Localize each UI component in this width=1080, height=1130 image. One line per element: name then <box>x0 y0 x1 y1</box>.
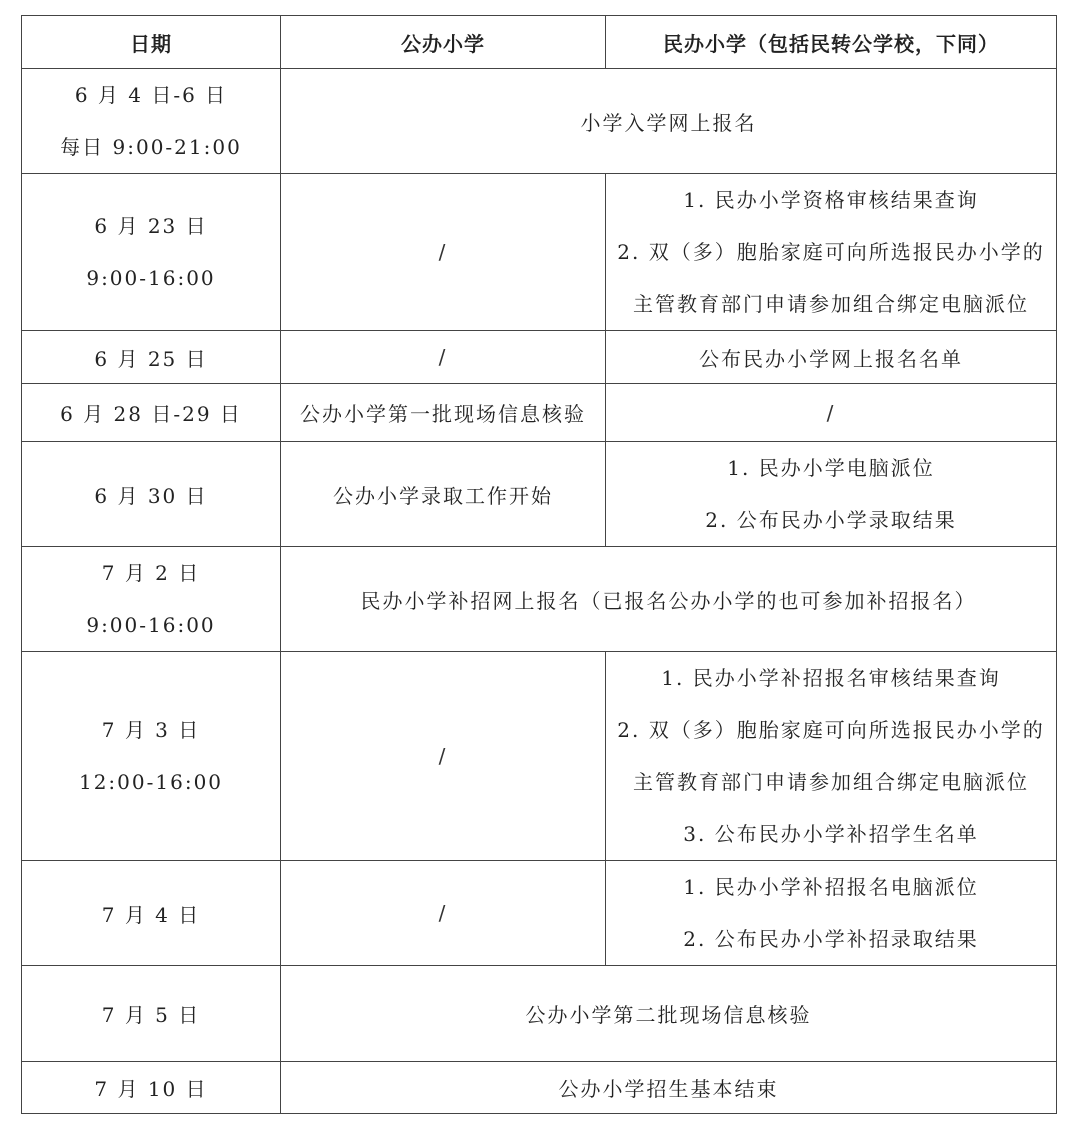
time-line: 9:00-16:00 <box>86 613 216 637</box>
private-cell <box>606 652 1057 861</box>
private-line: 2. 公布民办小学录取结果 <box>705 508 957 532</box>
date-cell <box>22 331 281 384</box>
public-cell: 公办小学录取工作开始 <box>281 442 606 547</box>
date-cell <box>22 384 281 442</box>
header-private-school: 民办小学（包括民转公学校，下同） <box>606 16 1057 69</box>
date-cell <box>22 652 281 861</box>
date-cell <box>22 69 281 174</box>
private-line: 1. 民办小学电脑派位 <box>727 456 935 480</box>
public-cell: 公办小学第一批现场信息核验 <box>281 384 606 442</box>
header-public-school: 公办小学 <box>281 16 606 69</box>
schedule-table <box>21 15 1057 1114</box>
merged-cell: 公办小学招生基本结束 <box>281 1062 1057 1114</box>
public-cell: / <box>281 861 606 966</box>
table-row <box>22 861 1057 966</box>
date-line: 7 月 10 日 <box>94 1077 208 1101</box>
private-line: 2. 双（多）胞胎家庭可向所选报民办小学的 <box>617 718 1045 742</box>
table-row <box>22 652 1057 861</box>
date-cell <box>22 966 281 1062</box>
private-line: / <box>826 400 836 425</box>
table-row <box>22 442 1057 547</box>
date-cell <box>22 174 281 331</box>
public-cell: / <box>281 331 606 384</box>
private-cell <box>606 384 1057 442</box>
date-line: 6 月 30 日 <box>94 483 208 508</box>
private-line: 2. 公布民办小学补招录取结果 <box>683 927 979 951</box>
table-row <box>22 966 1057 1062</box>
table-row <box>22 174 1057 331</box>
date-cell <box>22 861 281 966</box>
private-line: 主管教育部门申请参加组合绑定电脑派位 <box>633 770 1029 794</box>
merged-cell: 民办小学补招网上报名（已报名公办小学的也可参加补招报名） <box>281 547 1057 652</box>
date-line: 7 月 3 日 <box>101 718 201 742</box>
table-row <box>22 331 1057 384</box>
table-row <box>22 547 1057 652</box>
public-cell: / <box>281 174 606 331</box>
private-cell <box>606 442 1057 547</box>
time-line: 12:00-16:00 <box>78 770 224 794</box>
date-cell <box>22 442 281 547</box>
private-cell <box>606 174 1057 331</box>
merged-cell: 小学入学网上报名 <box>281 69 1057 174</box>
header-date: 日期 <box>22 16 281 69</box>
private-line: 公布民办小学网上报名名单 <box>699 346 963 371</box>
private-cell <box>606 331 1057 384</box>
private-line: 1. 民办小学资格审核结果查询 <box>683 188 979 212</box>
private-line: 1. 民办小学补招报名审核结果查询 <box>661 666 1001 690</box>
table-row <box>22 384 1057 442</box>
date-cell <box>22 1062 281 1114</box>
private-cell <box>606 861 1057 966</box>
date-line: 6 月 23 日 <box>94 214 208 238</box>
table-row <box>22 69 1057 174</box>
table-header-row <box>22 16 1057 69</box>
date-cell <box>22 547 281 652</box>
date-line: 6 月 25 日 <box>94 346 208 371</box>
time-line: 每日 9:00-21:00 <box>60 135 242 159</box>
time-line: 9:00-16:00 <box>86 266 216 290</box>
date-line: 7 月 2 日 <box>101 561 201 585</box>
table-row <box>22 1062 1057 1114</box>
date-line: 6 月 4 日-6 日 <box>74 83 228 107</box>
date-line: 7 月 4 日 <box>101 902 201 927</box>
private-line: 主管教育部门申请参加组合绑定电脑派位 <box>633 292 1029 316</box>
public-cell: / <box>281 652 606 861</box>
private-line: 2. 双（多）胞胎家庭可向所选报民办小学的 <box>617 240 1045 264</box>
private-line: 1. 民办小学补招报名电脑派位 <box>683 875 979 899</box>
private-line: 3. 公布民办小学补招学生名单 <box>683 822 979 846</box>
date-line: 7 月 5 日 <box>101 1003 201 1027</box>
date-line: 6 月 28 日-29 日 <box>60 402 242 426</box>
merged-cell: 公办小学第二批现场信息核验 <box>281 966 1057 1062</box>
